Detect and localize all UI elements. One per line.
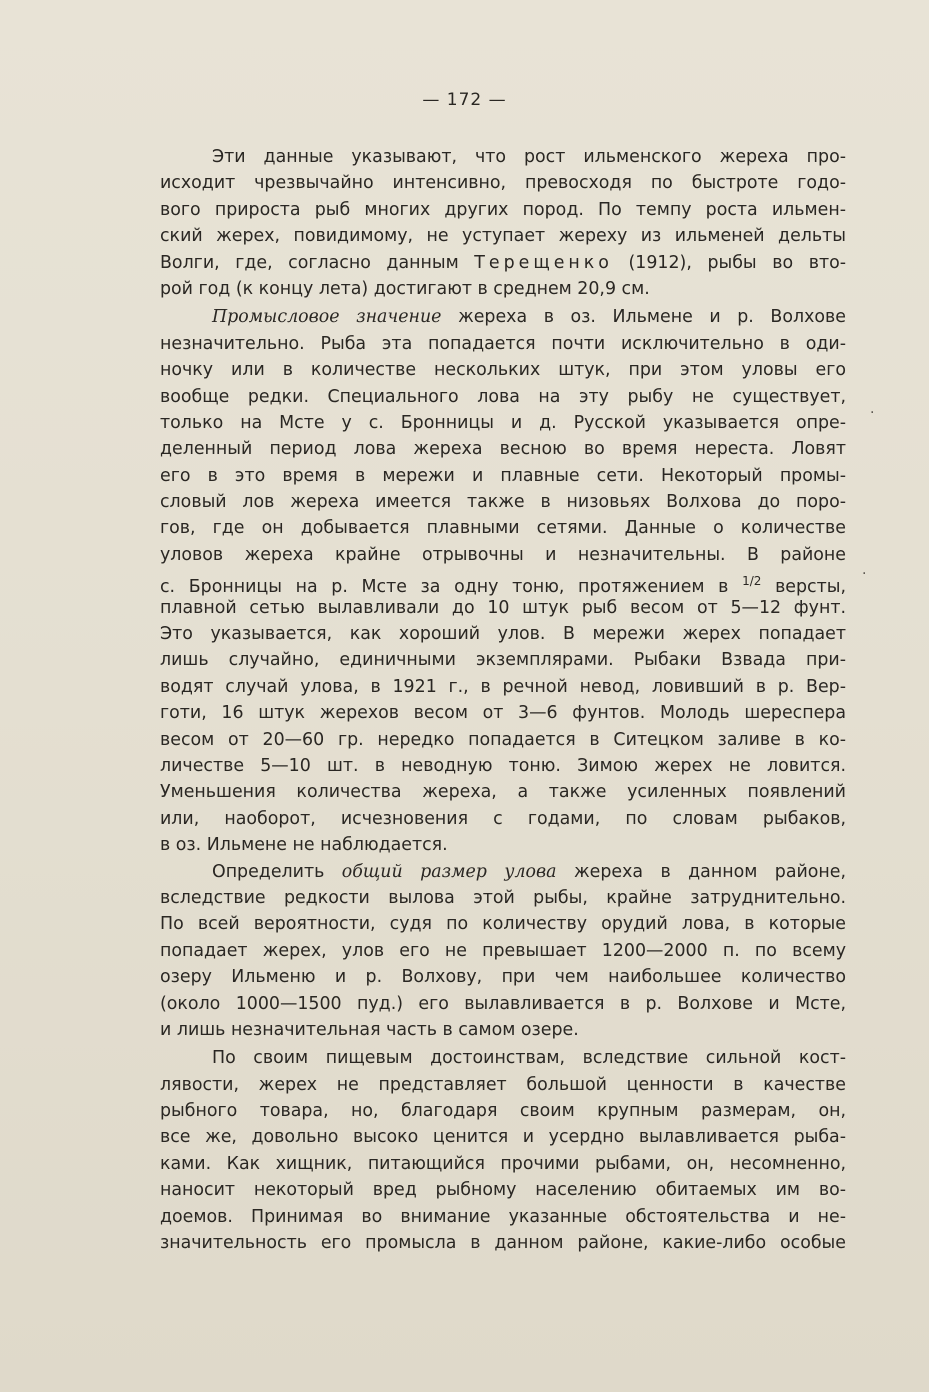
text-line: только на Мсте у с. Бронницы и д. Русской указывается опре- <box>160 412 846 433</box>
fraction: 1/2 <box>742 574 762 589</box>
text-line: ский жерех, повидимому, не уступает жереху из ильменей дельты <box>160 226 846 247</box>
text-line: доемов. Принимая во внимание указанные обстоятельства и не- <box>160 1206 846 1227</box>
text-line: его в это время в мережи и плавные сети. Некоторый промы- <box>160 465 846 486</box>
text-line: рыбного товара, но, благодаря своим крупным размерам, он, <box>160 1101 846 1122</box>
text-line: лявости, жерех не представляет большой ценности в качестве <box>160 1074 846 1095</box>
text-line: рой год (к концу лета) достигают в среднем 20,9 см. <box>160 278 650 299</box>
text-line: готи, 16 штук жерехов весом от 3—6 фунтов. Молодь шереспера <box>160 703 846 724</box>
text-line: вого прироста рыб многих других пород. По темпу роста ильмен- <box>160 199 846 220</box>
italic-term: общий размер улова <box>341 861 557 882</box>
author-name: Терещенко <box>474 252 613 273</box>
text-line: и лишь незначительная часть в самом озере. <box>160 1019 579 1040</box>
text-line: значительность его промысла в данном районе, какие-либо особые <box>160 1233 846 1254</box>
text-line: исходит чрезвычайно интенсивно, превосходя по быстроте годо- <box>160 173 846 194</box>
text-line: или, наоборот, исчезновения с годами, по словам рыбаков, <box>160 808 846 829</box>
text-line: Это указывается, как хороший улов. В мережи жерех попадает <box>160 624 846 645</box>
text-line: деленный период лова жереха весною во время нереста. Ловят <box>160 439 846 460</box>
text-line: попадает жерех, улов его не превышает 1200—2000 п. по всему <box>160 940 846 961</box>
text-line: озеру Ильменю и р. Волхову, при чем наибольшее количество <box>160 967 846 988</box>
body-text <box>160 144 846 1256</box>
italic-term: Промысловое значение <box>212 307 442 328</box>
text-line: Волги, где, согласно данным Терещенко (1912), рыбы во вто- <box>160 252 846 273</box>
text-line: вообще редки. Специального лова на эту рыбу не существует, <box>160 386 846 407</box>
text-line: Эти данные указывают, что рост ильменского жереха про- <box>212 147 846 167</box>
text-line: незначительно. Рыба эта попадается почти исключительно в оди- <box>160 333 846 354</box>
text-line: в оз. Ильмене не наблюдается. <box>160 835 448 856</box>
text-line: По своим пищевым достоинствам, вследствие сильной кост- <box>212 1048 846 1069</box>
page-number: — 172 — <box>422 90 507 110</box>
text-line: вследствие редкости вылова этой рыбы, крайне затруднительно. <box>160 887 846 908</box>
text-line: лишь случайно, единичными экземплярами. Рыбаки Взвада при- <box>160 650 846 671</box>
margin-mark: · <box>870 405 875 421</box>
text-line: По всей вероятности, судя по количеству орудий лова, в которые <box>160 914 846 935</box>
text-line: Уменьшения количества жереха, а также усиленных появлений <box>160 782 846 803</box>
text-line: уловов жереха крайне отрывочны и незначительны. В районе <box>160 544 846 565</box>
text-line: ками. Как хищник, питающийся прочими рыбами, он, несомненно, <box>160 1153 846 1174</box>
margin-mark: · <box>862 566 867 582</box>
text-line: личестве 5—10 шт. в неводную тоню. Зимою жерех не ловится. <box>160 755 846 776</box>
text-line: словый лов жереха имеется также в низовьях Волхова до поро- <box>160 492 846 513</box>
text-line: Промысловое значение жереха в оз. Ильмене и р. Волхове <box>212 307 846 328</box>
text-line: наносит некоторый вред рыбному населению обитаемых им во- <box>160 1180 846 1201</box>
text-line: весом от 20—60 гр. нередко попадается в Ситецком заливе в ко- <box>160 729 846 750</box>
text-line: Определить общий размер улова жереха в данном районе, <box>212 861 847 882</box>
text-line: плавной сетью вылавливали до 10 штук рыб весом от 5—12 фунт. <box>160 597 846 618</box>
text-line: (около 1000—1500 пуд.) его вылавливается в р. Волхове и Мсте, <box>160 993 846 1014</box>
text-line: водят случай улова, в 1921 г., в речной невод, ловивший в р. Вер- <box>160 676 846 697</box>
text-line: ночку или в количестве нескольких штук, при этом уловы его <box>160 360 846 381</box>
text-line: все же, довольно высоко ценится и усердно вылавливается рыба- <box>160 1127 846 1148</box>
text-line: гов, где он добывается плавными сетями. Данные о количестве <box>160 518 846 539</box>
text-line: с. Бронницы на р. Мсте за одну тоню, протяжением в $^{1/2}$ версты, <box>160 574 847 598</box>
